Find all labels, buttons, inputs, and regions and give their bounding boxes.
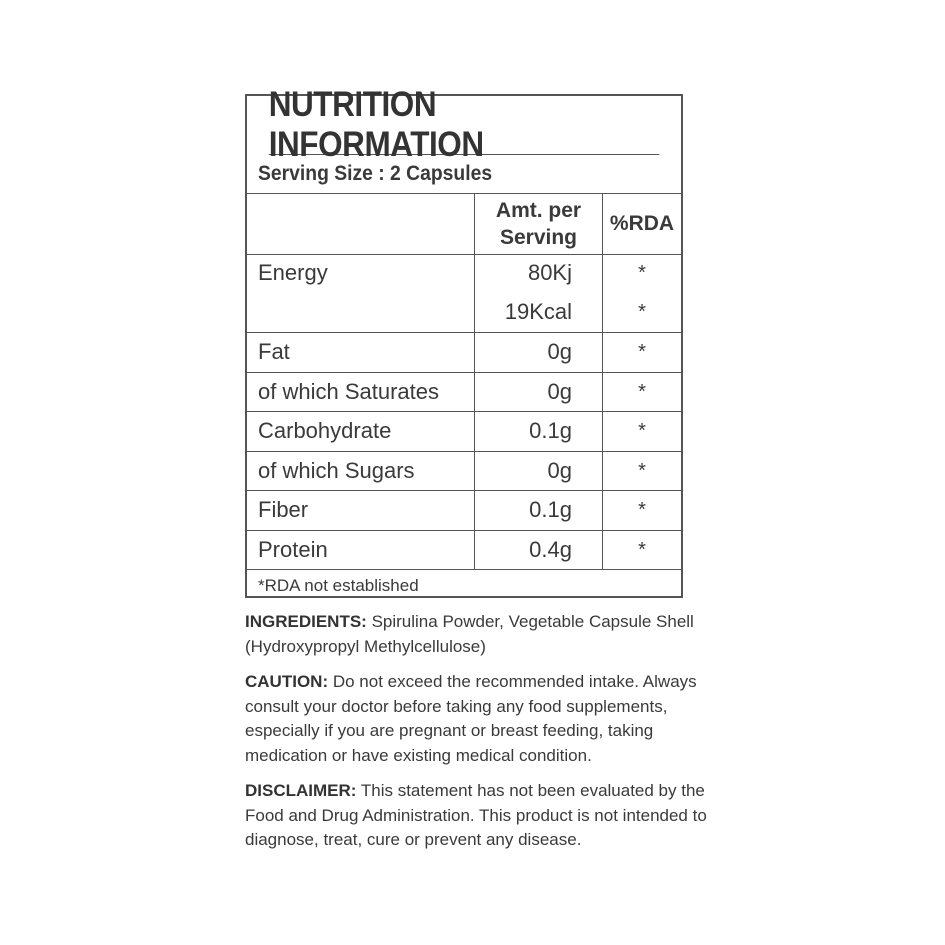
table-row [247,255,681,333]
amount-header-line1: Amt. per [495,199,582,222]
table-row [247,412,681,452]
rda-value: * [638,301,646,323]
nutrition-table [247,194,681,570]
rda-value: * [638,262,646,284]
nutrient-amount: 0g [475,333,603,372]
nutrient-header [247,194,475,254]
nutrient-name: Fiber [247,491,475,530]
nutrient-name: of which Sugars [247,452,475,491]
ingredients-heading: INGREDIENTS: [245,612,367,631]
caution-section [245,670,715,768]
ingredients-text: Spirulina Powder, Vegetable Capsule Shell (Hydroxypropyl Methylcellulose) [245,612,694,656]
table-row [247,452,681,492]
label-title: NUTRITION INFORMATION [269,96,660,155]
disclaimer-section [245,779,715,853]
disclaimer-text: This statement has not been evaluated by the Food and Drug Administration. This product is not intended to diagnose, treat, cure or prevent any disease. [245,781,707,849]
nutrient-name: Fat [247,333,475,372]
nutrient-name: of which Saturates [247,373,475,412]
energy-kj: 80Kj [527,260,572,285]
nutrition-label [245,85,683,598]
nutrient-rda: * [638,538,646,561]
nutrient-rda: * [638,420,646,442]
nutrient-amount: 0g [475,373,603,412]
nutrient-amount: 0g [475,452,603,491]
ingredients-section [245,610,715,659]
caution-heading: CAUTION: [245,672,329,691]
nutrient-name: Protein [247,531,475,570]
amount-header [475,194,603,254]
table-row [247,491,681,531]
nutrient-rda: * [638,459,646,482]
table-header-row [247,194,681,255]
table-row [247,373,681,413]
table-row [247,531,681,571]
nutrient-rda: * [638,341,646,363]
nutrient-name: Energy [247,255,475,332]
nutrient-amount: 0.4g [475,531,603,570]
nutrient-rda: * [638,380,646,403]
serving-size-text: Serving Size : 2 Capsules [258,162,493,185]
nutrient-amount [475,255,603,332]
amount-header-line2: Serving [499,226,578,249]
energy-kcal: 19Kcal [504,299,572,324]
table-row [247,333,681,373]
nutrient-name: Carbohydrate [247,412,475,451]
disclaimer-heading: DISCLAIMER: [245,781,357,800]
caution-text: Do not exceed the recommended intake. Always consult your doctor before taking any food supplements, especially if you are pregnant or breast feeding, taking medication or have existing medical condition. [245,672,697,765]
nutrient-rda [603,255,681,332]
nutrient-amount: 0.1g [475,412,603,451]
rda-footnote: *RDA not established [258,576,419,595]
rda-header: %RDA [609,212,675,235]
nutrient-rda: * [638,499,646,521]
nutrient-amount: 0.1g [475,491,603,530]
